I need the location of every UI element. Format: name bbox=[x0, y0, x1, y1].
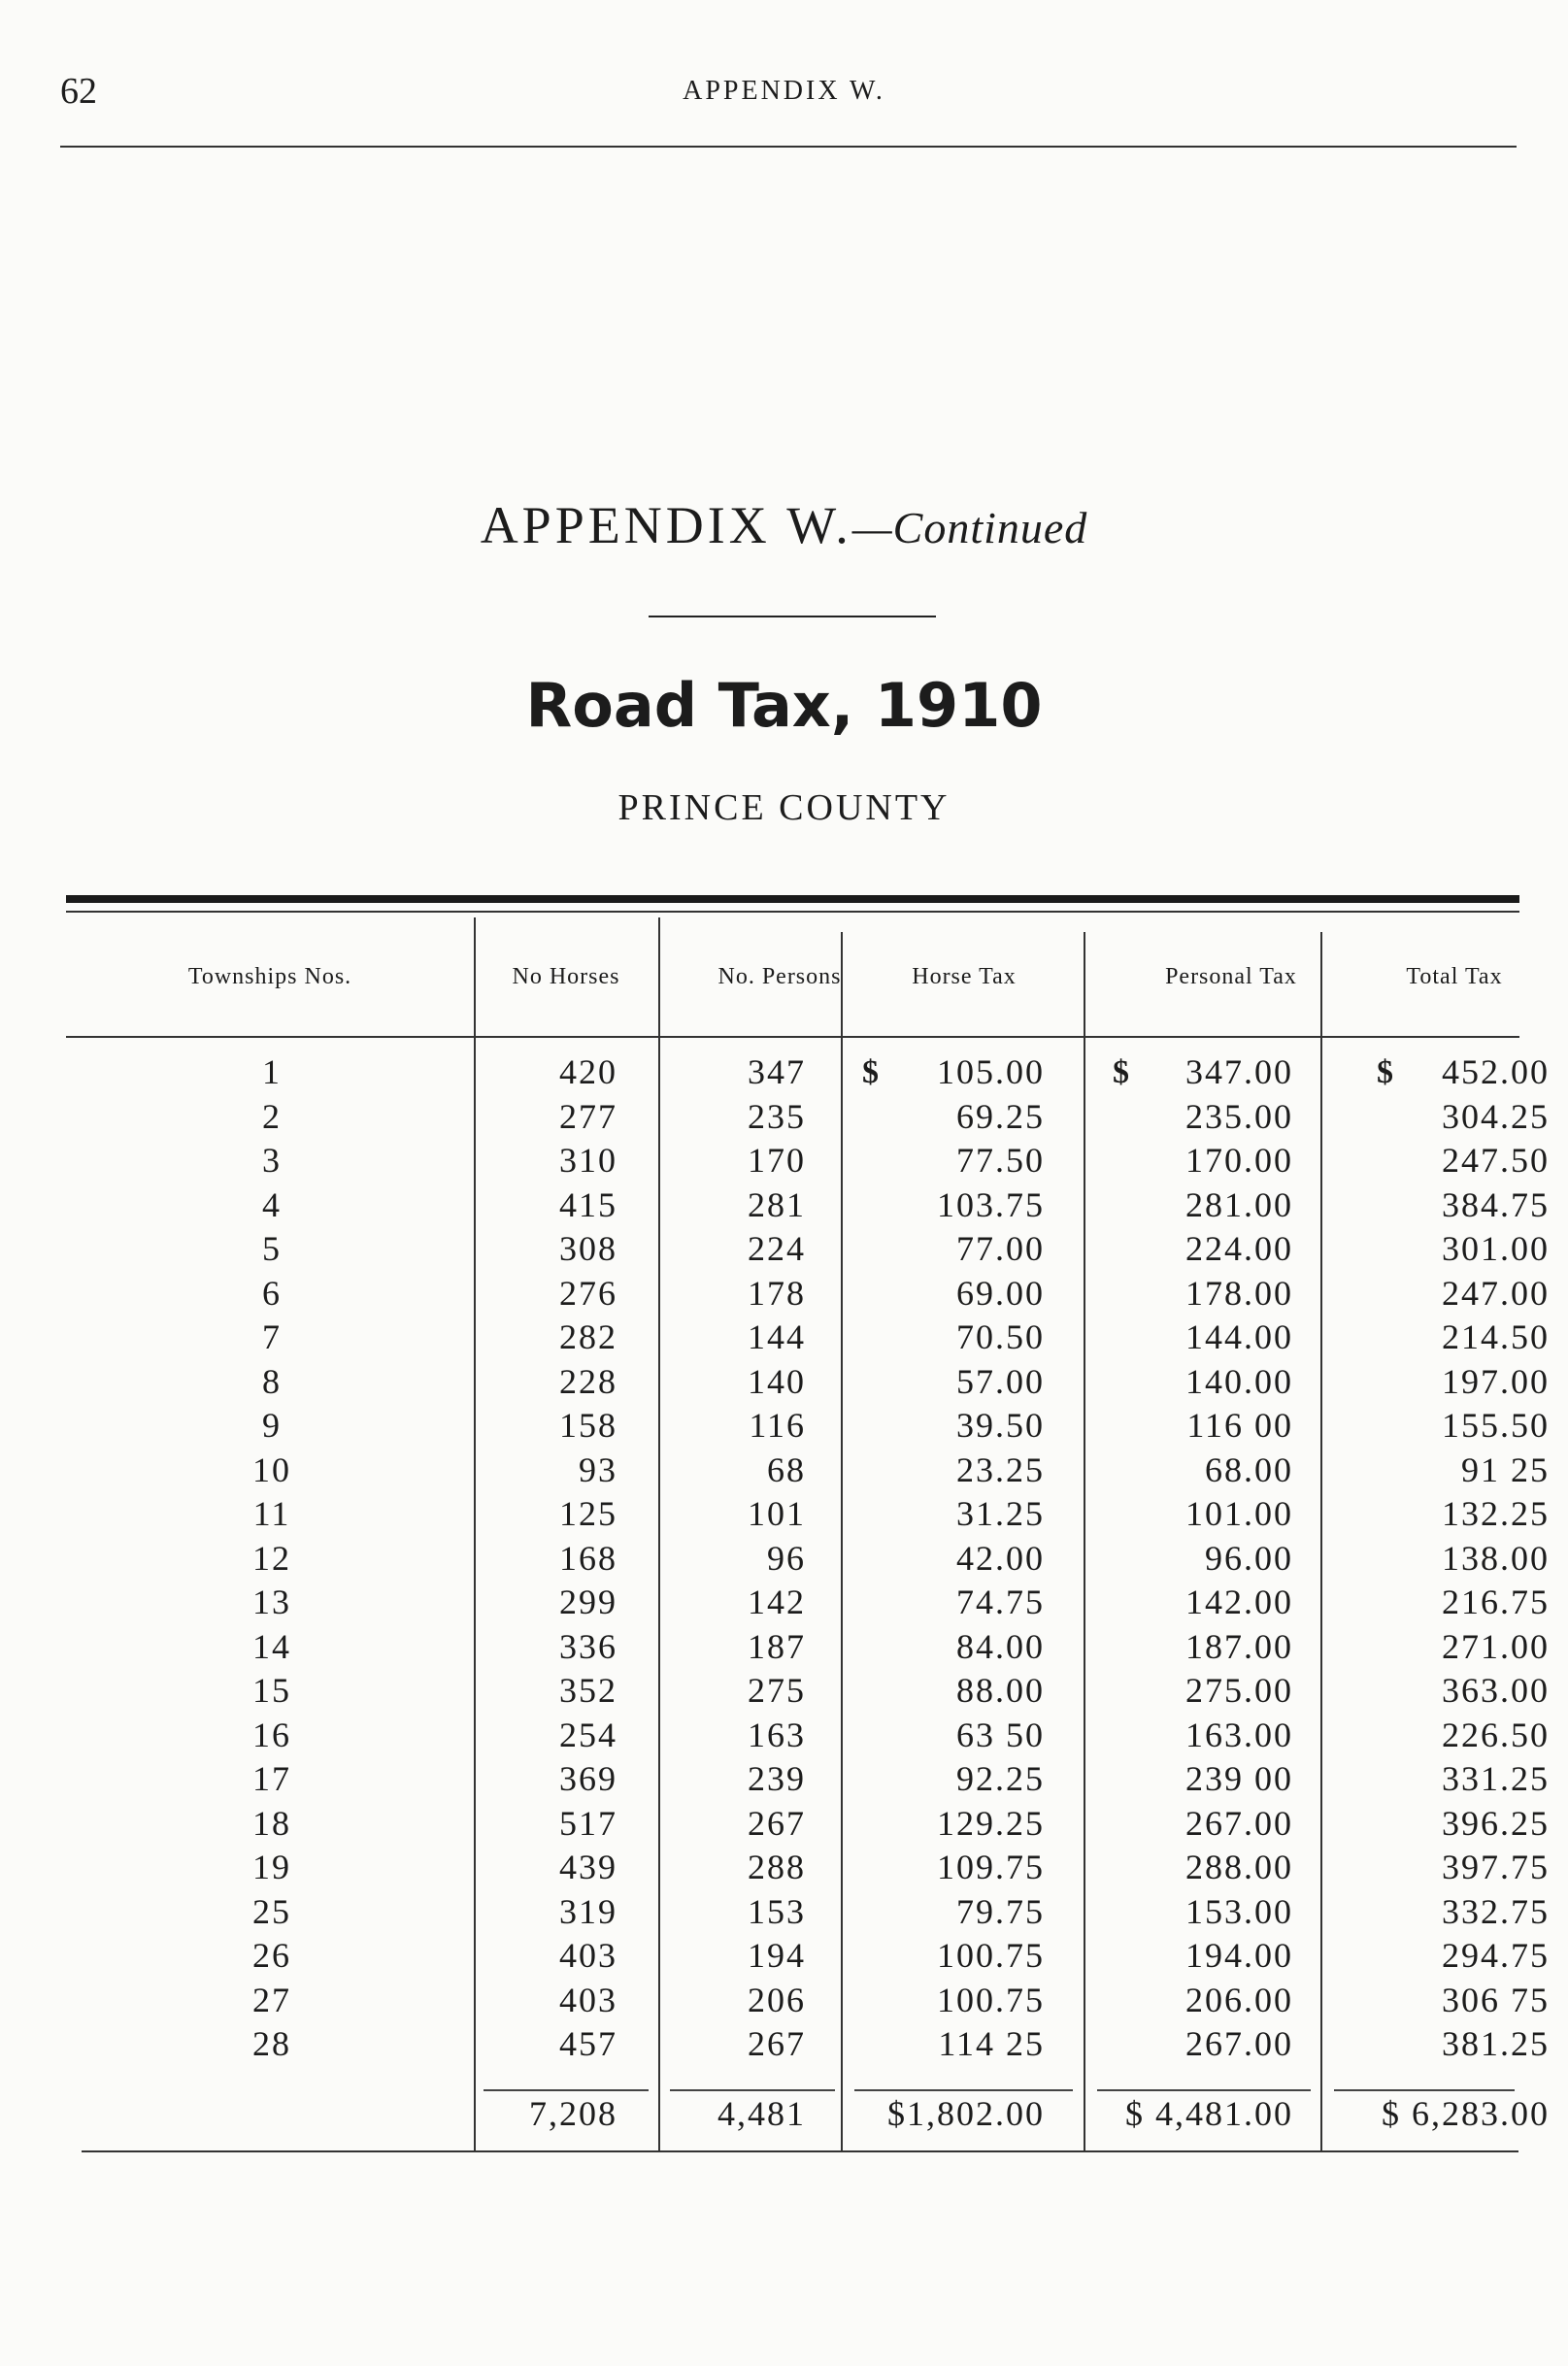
horses-count: 457 bbox=[559, 2024, 617, 2063]
horses-count: 415 bbox=[559, 1184, 617, 1224]
header-bottom-rule bbox=[66, 1036, 1519, 1038]
total-tax-value: 226.50 bbox=[1442, 1715, 1550, 1754]
personal-tax-value: 235.00 bbox=[1185, 1096, 1293, 1136]
table-body bbox=[0, 1050, 1568, 2067]
persons-count: 224 bbox=[748, 1229, 806, 1268]
persons-count: 267 bbox=[748, 2024, 806, 2063]
table-top-rule bbox=[66, 895, 1519, 903]
horse-tax-value: 103.75 bbox=[937, 1184, 1045, 1224]
total-tax-value: 197.00 bbox=[1442, 1361, 1550, 1401]
table-row bbox=[0, 1139, 1568, 1183]
total-tax-dollar-sign: $ bbox=[1377, 1054, 1395, 1090]
horse-tax-value: 31.25 bbox=[956, 1494, 1045, 1533]
horse-tax-value: 100.75 bbox=[937, 1936, 1045, 1975]
header-persons: No. Persons bbox=[717, 963, 842, 989]
totals-row bbox=[0, 2089, 1568, 2138]
total-tax-value: 138.00 bbox=[1442, 1538, 1550, 1578]
total-horses: 7,208 bbox=[529, 2094, 617, 2133]
horse-tax-value: 69.25 bbox=[956, 1096, 1045, 1136]
personal-tax-value: 347.00 bbox=[1185, 1052, 1293, 1091]
horses-count: 228 bbox=[559, 1361, 617, 1401]
horses-count: 352 bbox=[559, 1671, 617, 1710]
personal-tax-value: 187.00 bbox=[1185, 1626, 1293, 1666]
persons-count: 101 bbox=[748, 1494, 806, 1533]
total-tax-value: 214.50 bbox=[1442, 1317, 1550, 1356]
total-total-tax: $ 6,283.00 bbox=[1382, 2094, 1550, 2133]
horses-count: 403 bbox=[559, 1980, 617, 2019]
total-tax-value: 247.00 bbox=[1442, 1273, 1550, 1313]
table-row bbox=[0, 1581, 1568, 1625]
total-tax-value: 294.75 bbox=[1442, 1936, 1550, 1975]
table-top-thin-rule bbox=[66, 911, 1519, 913]
appendix-title-main: APPENDIX W. bbox=[480, 496, 852, 554]
horse-tax-value: 105.00 bbox=[937, 1052, 1045, 1091]
persons-count: 144 bbox=[748, 1317, 806, 1356]
table-row bbox=[0, 1360, 1568, 1405]
horse-tax-value: 57.00 bbox=[956, 1361, 1045, 1401]
total-tax-value: 306 75 bbox=[1442, 1980, 1550, 2019]
header-horse-tax: Horse Tax bbox=[912, 963, 1017, 989]
township-number: 28 bbox=[252, 2024, 291, 2063]
township-number: 26 bbox=[252, 1936, 291, 1975]
total-tax-value: 396.25 bbox=[1442, 1803, 1550, 1843]
township-number: 8 bbox=[262, 1361, 282, 1401]
township-number: 4 bbox=[262, 1184, 282, 1224]
total-tax-value: 381.25 bbox=[1442, 2024, 1550, 2063]
horse-tax-value: 77.50 bbox=[956, 1141, 1045, 1180]
persons-count: 170 bbox=[748, 1141, 806, 1180]
table-row bbox=[0, 1316, 1568, 1360]
total-tax-value: 452.00 bbox=[1442, 1052, 1550, 1091]
total-tax-value: 331.25 bbox=[1442, 1759, 1550, 1798]
total-horse-tax: $1,802.00 bbox=[887, 2094, 1045, 2133]
personal-tax-value: 178.00 bbox=[1185, 1273, 1293, 1313]
table-row bbox=[0, 1404, 1568, 1449]
county-name: PRINCE COUNTY bbox=[617, 787, 951, 828]
persons-count: 163 bbox=[748, 1715, 806, 1754]
horses-count: 168 bbox=[559, 1538, 617, 1578]
table-header bbox=[66, 917, 1519, 1036]
table-row bbox=[0, 1050, 1568, 1095]
total-tax-value: 301.00 bbox=[1442, 1229, 1550, 1268]
horses-count: 403 bbox=[559, 1936, 617, 1975]
page-number: 62 bbox=[60, 71, 97, 112]
table-row bbox=[0, 1537, 1568, 1582]
horses-count: 158 bbox=[559, 1406, 617, 1445]
township-number: 2 bbox=[262, 1096, 282, 1136]
personal-tax-value: 144.00 bbox=[1185, 1317, 1293, 1356]
persons-count: 96 bbox=[767, 1538, 806, 1578]
horse-tax-value: 39.50 bbox=[956, 1406, 1045, 1445]
total-tax-value: 216.75 bbox=[1442, 1583, 1550, 1621]
header-personal-tax: Personal Tax bbox=[1165, 963, 1297, 989]
personal-tax-value: 170.00 bbox=[1185, 1141, 1293, 1180]
township-number: 18 bbox=[252, 1803, 291, 1843]
table-row bbox=[0, 1095, 1568, 1140]
total-persons: 4,481 bbox=[717, 2094, 806, 2133]
table-row bbox=[0, 1625, 1568, 1670]
persons-count: 194 bbox=[748, 1936, 806, 1975]
personal-tax-value: 153.00 bbox=[1185, 1891, 1293, 1931]
persons-count: 281 bbox=[748, 1184, 806, 1224]
township-number: 19 bbox=[252, 1848, 291, 1886]
horses-count: 299 bbox=[559, 1583, 617, 1621]
horse-tax-value: 100.75 bbox=[937, 1980, 1045, 2019]
horse-tax-value: 88.00 bbox=[956, 1671, 1045, 1710]
horse-tax-value: 70.50 bbox=[956, 1317, 1045, 1356]
horse-tax-value: 84.00 bbox=[956, 1626, 1045, 1666]
table-row bbox=[0, 1272, 1568, 1316]
personal-tax-value: 101.00 bbox=[1185, 1494, 1293, 1533]
table-title: Road Tax, 1910 bbox=[525, 670, 1043, 741]
township-number: 6 bbox=[262, 1273, 282, 1313]
total-tax-value: 304.25 bbox=[1442, 1096, 1550, 1136]
township-number: 10 bbox=[252, 1450, 291, 1489]
horse-tax-value: 42.00 bbox=[956, 1538, 1045, 1578]
personal-tax-value: 194.00 bbox=[1185, 1936, 1293, 1975]
township-number: 17 bbox=[252, 1759, 291, 1798]
horses-count: 276 bbox=[559, 1273, 617, 1313]
table-row bbox=[0, 2022, 1568, 2067]
table-row bbox=[0, 1183, 1568, 1228]
persons-count: 187 bbox=[748, 1626, 806, 1666]
horses-count: 310 bbox=[559, 1141, 617, 1180]
total-tax-value: 384.75 bbox=[1442, 1184, 1550, 1224]
persons-count: 239 bbox=[748, 1759, 806, 1798]
horse-tax-value: 77.00 bbox=[956, 1229, 1045, 1268]
horse-tax-value: 74.75 bbox=[956, 1583, 1045, 1621]
township-number: 14 bbox=[252, 1626, 291, 1666]
table-row bbox=[0, 1890, 1568, 1935]
persons-count: 140 bbox=[748, 1361, 806, 1401]
township-number: 13 bbox=[252, 1583, 291, 1621]
horses-count: 319 bbox=[559, 1891, 617, 1931]
township-number: 16 bbox=[252, 1715, 291, 1754]
persons-count: 206 bbox=[748, 1980, 806, 2019]
personal-tax-value: 267.00 bbox=[1185, 2024, 1293, 2063]
total-tax-value: 271.00 bbox=[1442, 1626, 1550, 1666]
persons-count: 68 bbox=[767, 1450, 806, 1489]
persons-count: 275 bbox=[748, 1671, 806, 1710]
horse-tax-value: 63 50 bbox=[956, 1715, 1045, 1754]
table-row bbox=[0, 1492, 1568, 1537]
title-divider bbox=[649, 616, 936, 617]
personal-tax-value: 163.00 bbox=[1185, 1715, 1293, 1754]
table-row bbox=[0, 1934, 1568, 1979]
horse-tax-value: 92.25 bbox=[956, 1759, 1045, 1798]
header-horses: No Horses bbox=[512, 963, 620, 989]
persons-count: 267 bbox=[748, 1803, 806, 1843]
personal-tax-value: 116 00 bbox=[1186, 1406, 1293, 1445]
table-row bbox=[0, 1979, 1568, 2023]
table-row bbox=[0, 1846, 1568, 1890]
personal-tax-value: 239 00 bbox=[1185, 1759, 1293, 1798]
horse-tax-value: 69.00 bbox=[956, 1273, 1045, 1313]
total-tax-value: 247.50 bbox=[1442, 1141, 1550, 1180]
table-row bbox=[0, 1669, 1568, 1714]
horse-tax-dollar-sign: $ bbox=[862, 1054, 881, 1090]
horses-count: 308 bbox=[559, 1229, 617, 1268]
township-number: 7 bbox=[262, 1317, 282, 1356]
horse-tax-value: 129.25 bbox=[937, 1803, 1045, 1843]
personal-tax-value: 288.00 bbox=[1185, 1848, 1293, 1886]
total-personal-tax: $ 4,481.00 bbox=[1125, 2094, 1293, 2133]
personal-tax-value: 267.00 bbox=[1185, 1803, 1293, 1843]
table-bottom-rule bbox=[82, 2150, 1518, 2152]
horses-count: 369 bbox=[559, 1759, 617, 1798]
horses-count: 277 bbox=[559, 1096, 617, 1136]
horse-tax-value: 109.75 bbox=[937, 1848, 1045, 1886]
horses-count: 282 bbox=[559, 1317, 617, 1356]
horse-tax-value: 114 25 bbox=[938, 2024, 1045, 2063]
township-number: 12 bbox=[252, 1538, 291, 1578]
total-tax-value: 363.00 bbox=[1442, 1671, 1550, 1710]
table-row bbox=[0, 1714, 1568, 1758]
persons-count: 153 bbox=[748, 1891, 806, 1931]
horses-count: 420 bbox=[559, 1052, 617, 1091]
personal-tax-value: 96.00 bbox=[1205, 1538, 1293, 1578]
header-rule bbox=[60, 146, 1517, 148]
horses-count: 125 bbox=[559, 1494, 617, 1533]
horses-count: 439 bbox=[559, 1848, 617, 1886]
persons-count: 178 bbox=[748, 1273, 806, 1313]
persons-count: 116 bbox=[749, 1406, 806, 1445]
township-number: 15 bbox=[252, 1671, 291, 1710]
total-tax-value: 132.25 bbox=[1442, 1494, 1550, 1533]
personal-tax-value: 206.00 bbox=[1185, 1980, 1293, 2019]
horses-count: 254 bbox=[559, 1715, 617, 1754]
persons-count: 235 bbox=[748, 1096, 806, 1136]
appendix-title-continued: —Continued bbox=[851, 503, 1088, 552]
personal-tax-value: 275.00 bbox=[1185, 1671, 1293, 1710]
table-row bbox=[0, 1449, 1568, 1493]
township-number: 5 bbox=[262, 1229, 282, 1268]
persons-count: 288 bbox=[748, 1848, 806, 1886]
header-townships: Townships Nos. bbox=[187, 963, 352, 989]
township-number: 3 bbox=[262, 1141, 282, 1180]
appendix-title bbox=[0, 495, 1568, 555]
personal-tax-dollar-sign: $ bbox=[1113, 1054, 1131, 1090]
total-tax-value: 91 25 bbox=[1461, 1450, 1550, 1489]
persons-count: 142 bbox=[748, 1583, 806, 1621]
header-total-tax: Total Tax bbox=[1406, 963, 1503, 989]
personal-tax-value: 281.00 bbox=[1185, 1184, 1293, 1224]
personal-tax-value: 140.00 bbox=[1185, 1361, 1293, 1401]
personal-tax-value: 68.00 bbox=[1205, 1450, 1293, 1489]
table-row bbox=[0, 1802, 1568, 1847]
horse-tax-value: 79.75 bbox=[956, 1891, 1045, 1931]
persons-count: 347 bbox=[748, 1052, 806, 1091]
table-row bbox=[0, 1757, 1568, 1802]
personal-tax-value: 224.00 bbox=[1185, 1229, 1293, 1268]
horses-count: 336 bbox=[559, 1626, 617, 1666]
horses-count: 517 bbox=[559, 1803, 617, 1843]
table-row bbox=[0, 1227, 1568, 1272]
horses-count: 93 bbox=[579, 1450, 617, 1489]
township-number: 25 bbox=[252, 1891, 291, 1931]
running-head: APPENDIX W. bbox=[683, 76, 885, 106]
township-number: 1 bbox=[262, 1052, 282, 1091]
township-number: 27 bbox=[252, 1980, 291, 2019]
township-number: 9 bbox=[262, 1406, 282, 1445]
total-tax-value: 332.75 bbox=[1442, 1891, 1550, 1931]
horse-tax-value: 23.25 bbox=[956, 1450, 1045, 1489]
total-tax-value: 397.75 bbox=[1442, 1848, 1550, 1886]
personal-tax-value: 142.00 bbox=[1185, 1583, 1293, 1621]
total-tax-value: 155.50 bbox=[1442, 1406, 1550, 1445]
township-number: 11 bbox=[252, 1494, 291, 1533]
